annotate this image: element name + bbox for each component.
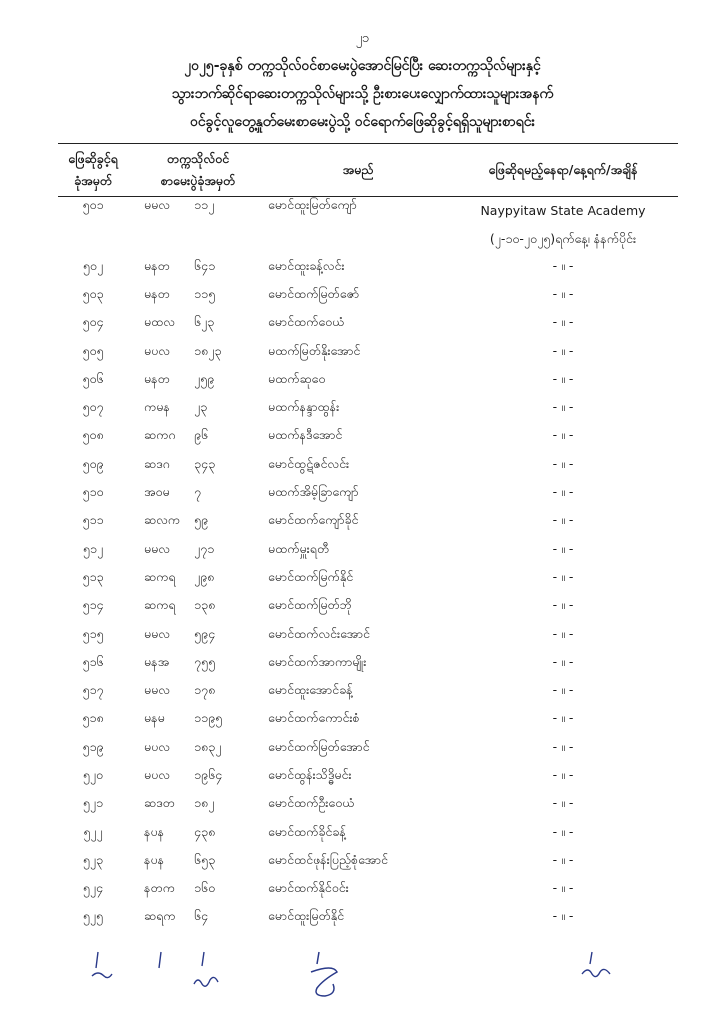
exam-location: - ။ -	[552, 370, 574, 386]
exam-number-value: ၅၉၄	[194, 625, 216, 641]
seat-number: ၅၂၅	[82, 908, 104, 924]
exam-number-value: ၁၁၅	[194, 285, 216, 301]
exam-number-prefix: မပလ	[144, 738, 170, 754]
seat-number: ၅၁၁	[82, 512, 104, 528]
seat-number: ၅၁၄	[82, 597, 104, 613]
table-row	[58, 621, 678, 649]
table-body	[58, 197, 678, 933]
exam-number-prefix: မနတ	[144, 370, 170, 386]
exam-number	[128, 847, 268, 875]
table-row	[58, 479, 678, 507]
seat-number: ၅၁၃	[82, 568, 104, 584]
location-venue: Naypyitaw State Academy	[480, 203, 646, 218]
exam-number	[128, 876, 268, 904]
header-exam-number-line2: စာမေးပွဲခုံအမှတ်	[160, 173, 236, 188]
seat-number: ၅၀၅	[82, 342, 104, 358]
seat-number: ၅၀၉	[82, 455, 104, 471]
candidate-name: မောင်ထူးမြတ်ကျော်	[268, 197, 357, 212]
candidate-name: မောင်ထက်လင်းအောင်	[268, 625, 370, 641]
exam-location: - ။ -	[552, 880, 574, 896]
exam-number-value: ၇	[194, 484, 202, 500]
candidate-name: မောင်ထွန်းသိဒ္ဓိမင်း	[268, 766, 352, 782]
candidate-name: မောင်ထူးမြတ်နိုင်	[268, 908, 345, 924]
exam-number-value: ၁၆၀	[194, 880, 216, 896]
exam-number-prefix: မပလ	[144, 342, 170, 358]
candidate-name: မောင်ထက်အာကာမျိုး	[268, 653, 367, 669]
candidate-name: မထက်နဒီအောင်	[268, 427, 343, 443]
table-row	[58, 791, 678, 819]
exam-number-prefix: မမလ	[144, 682, 171, 698]
exam-number	[128, 479, 268, 507]
candidate-name: မောင်ထက်ကျော်ခိုင်	[268, 512, 359, 528]
candidate-name: မောင်ထက်ခိုင်ခန့်	[268, 823, 346, 839]
exam-number-value: ၁၈၃၂	[194, 738, 222, 754]
table-row	[58, 253, 678, 281]
exam-location: - ။ -	[552, 399, 574, 415]
exam-number-prefix: မမလ	[144, 540, 171, 556]
exam-number-value: ၃၄၃	[194, 455, 216, 471]
exam-number-prefix: မထလ	[144, 314, 175, 330]
candidate-name: မောင်ထက်မြတ်ဇော်	[268, 285, 360, 301]
title-line-2: သွားဘက်ဆိုင်ရာဆေးတက္ကသိုလ်များသို့ ဦးစားပေးလျှောက်ထားသူများအနက်	[171, 86, 554, 102]
signature-row	[58, 950, 678, 1000]
candidate-name: မောင်ထူးခန့်လင်း	[268, 257, 345, 273]
candidate-name: မထက်အိမ့်ခြာကျော်	[268, 484, 359, 500]
candidate-name: မထက်မှူးရတီ	[268, 540, 330, 556]
exam-location: - ။ -	[552, 625, 574, 641]
exam-number	[128, 564, 268, 592]
header-seat-number-line2: ခုံအမှတ်	[74, 173, 112, 188]
header-seat-number	[58, 144, 128, 197]
exam-location: - ။ -	[552, 455, 574, 471]
exam-number-prefix: ဆဒတ	[144, 795, 175, 811]
table-row	[58, 338, 678, 366]
seat-number: ၅၀၆	[82, 370, 104, 386]
seat-number: ၅၀၁	[82, 197, 104, 212]
seat-number: ၅၁၇	[82, 682, 104, 698]
candidate-name: မောင်ထွဋ်ဇင်လင်း	[268, 455, 350, 471]
exam-number-value: ၇၅၅	[194, 653, 216, 669]
seat-number: ၅၀၃	[82, 285, 104, 301]
exam-location: - ။ -	[552, 257, 574, 273]
exam-number	[128, 706, 268, 734]
signature-initial-3	[190, 950, 224, 994]
exam-location: - ။ -	[552, 653, 574, 669]
exam-number-prefix: မနတ	[144, 285, 170, 301]
exam-number-value: ၉၆	[194, 427, 209, 443]
signature-initial-5	[578, 950, 618, 986]
exam-number-prefix: ဆဒဂ	[144, 455, 170, 471]
table-row	[58, 706, 678, 734]
title-line-3: ဝင်ခွင့်လူတွေ့နှုတ်မေးစာမေးပွဲသို့ ဝင်ရောက်ဖြေဆိုခွင့်ရရှိသူများစာရင်း	[189, 114, 536, 130]
exam-location: - ။ -	[552, 738, 574, 754]
header-location: ဖြေဆိုရမည့်နေရာ/နေ့ရက်/အချိန်	[448, 144, 678, 197]
exam-number	[128, 734, 268, 762]
seat-number: ၅၁၂	[82, 540, 104, 556]
exam-number-prefix: အဝမ	[144, 484, 170, 500]
exam-location: - ။ -	[552, 568, 574, 584]
exam-number-prefix: ဆကရ	[144, 568, 176, 584]
exam-number	[128, 253, 268, 281]
header-exam-number	[128, 144, 268, 197]
table-row	[58, 281, 678, 309]
table-row	[58, 762, 678, 790]
exam-number-prefix: မနအ	[144, 653, 170, 669]
exam-number-value: ၁၃၈	[194, 597, 216, 613]
exam-number	[128, 536, 268, 564]
title-line-1: ၂၀၂၅-ခုနှစ် တက္ကသိုလ်ဝင်စာမေးပွဲအောင်မြင်ပြီး ဆေးတက္ကသိုလ်များနှင့်	[184, 58, 541, 74]
exam-number-prefix: မမလ	[144, 197, 171, 212]
exam-number-value: ၄၃၈	[194, 823, 216, 839]
document-title	[0, 52, 725, 136]
seat-number: ၅၂၃	[82, 851, 104, 867]
table-row	[58, 819, 678, 847]
exam-number-prefix: မနမ	[144, 710, 165, 726]
exam-number	[128, 451, 268, 479]
exam-location: - ။ -	[552, 766, 574, 782]
exam-number-value: ၁၇၈	[194, 682, 216, 698]
seat-number: ၅၁၀	[82, 484, 104, 500]
page-number: ၂၁	[355, 31, 370, 46]
candidate-name: မောင်ထက်နိုင်ဝင်း	[268, 880, 349, 896]
exam-number	[128, 423, 268, 451]
exam-location: - ။ -	[552, 851, 574, 867]
table-row	[58, 564, 678, 592]
exam-number-prefix: ဆလက	[144, 512, 181, 528]
exam-number	[128, 819, 268, 847]
exam-number	[128, 281, 268, 309]
exam-number	[128, 762, 268, 790]
exam-number-prefix: ကမန	[144, 399, 170, 415]
table-row	[58, 394, 678, 422]
header-seat-number-line1: ဖြေဆိုခွင့်ရ	[68, 151, 118, 166]
seat-number: ၅၁၉	[82, 738, 104, 754]
exam-number-value: ၆၅၃	[194, 851, 216, 867]
exam-number	[128, 621, 268, 649]
table-row	[58, 649, 678, 677]
table-row	[58, 876, 678, 904]
candidate-name: မောင်ထူးအောင်ခန့်	[268, 682, 353, 698]
exam-number	[128, 593, 268, 621]
table-row	[58, 197, 678, 254]
exam-number-prefix: ဆကရ	[144, 597, 176, 613]
exam-location: - ။ -	[552, 342, 574, 358]
candidate-name: မထက်မြတ်နိုးအောင်	[268, 342, 361, 358]
candidate-name: မောင်ထက်ဝေယံ	[268, 314, 345, 330]
table-row	[58, 847, 678, 875]
exam-number-prefix: မပလ	[144, 766, 170, 782]
seat-number: ၅၁၆	[82, 653, 104, 669]
exam-number	[128, 791, 268, 819]
table-row	[58, 593, 678, 621]
exam-number-value: ၂၇၁	[194, 540, 215, 556]
location-datetime: (၂-၁၀-၂၀၂၅)ရက်နေ့၊ နံနက်ပိုင်း	[489, 231, 637, 246]
exam-number	[128, 649, 268, 677]
seat-number: ၅၁၈	[82, 710, 104, 726]
candidate-name: မောင်ထက်ကောင်းစံ	[268, 710, 360, 726]
table-row	[58, 536, 678, 564]
table-header-row	[58, 144, 678, 197]
signature-initial-4	[303, 950, 349, 1000]
exam-number	[128, 310, 268, 338]
exam-location: - ။ -	[552, 512, 574, 528]
seat-number: ၅၀၈	[82, 427, 104, 443]
candidate-name: မောင်ထက်မြတ်ဘို	[268, 597, 352, 613]
exam-number-value: ၂၅၉	[194, 370, 215, 386]
exam-location: - ။ -	[552, 540, 574, 556]
exam-number	[128, 197, 268, 254]
table-row	[58, 423, 678, 451]
exam-location: - ။ -	[552, 823, 574, 839]
exam-number	[128, 677, 268, 705]
header-name: အမည်	[268, 144, 448, 197]
exam-number-value: ၆၂၃	[194, 314, 215, 330]
exam-number-value: ၆၄	[194, 908, 209, 924]
exam-number-prefix: မမလ	[144, 625, 171, 641]
exam-number	[128, 366, 268, 394]
seat-number: ၅၁၅	[82, 625, 104, 641]
candidate-name: မောင်ထက်မြက်နိုင်	[268, 568, 354, 584]
header-exam-number-line1: တက္ကသိုလ်ဝင်	[166, 151, 230, 166]
exam-location	[448, 197, 678, 254]
exam-location: - ။ -	[552, 484, 574, 500]
exam-number	[128, 904, 268, 932]
candidate-name: မောင်ထက်ဦးဝေယံ	[268, 795, 355, 811]
exam-number-prefix: မနတ	[144, 257, 170, 273]
seat-number: ၅၂၀	[82, 766, 104, 782]
exam-number-prefix: နပန	[144, 851, 165, 867]
exam-number-prefix: ဆကဂ	[144, 427, 176, 443]
exam-number	[128, 394, 268, 422]
exam-location: - ။ -	[552, 682, 574, 698]
exam-number	[128, 338, 268, 366]
exam-location: - ။ -	[552, 597, 574, 613]
signature-initial-2	[150, 950, 170, 980]
exam-location: - ။ -	[552, 908, 574, 924]
candidate-name: မောင်ထင်ဖုန်းပြည့်စုံအောင်	[268, 851, 388, 867]
seat-number: ၅၂၂	[83, 823, 103, 839]
exam-number-value: ၂၉၈	[194, 568, 215, 584]
exam-number-value: ၁၁၂	[194, 197, 215, 212]
seat-number: ၅၀၄	[82, 314, 104, 330]
exam-number-value: ၆၄၁	[194, 257, 216, 273]
candidate-name: မောင်ထက်မြတ်အောင်	[268, 738, 370, 754]
exam-number-prefix: ဆရက	[144, 908, 176, 924]
candidate-name: မထက်ဆုဝေ	[268, 370, 326, 386]
exam-location: - ။ -	[552, 285, 574, 301]
seat-number: ၅၂၁	[82, 795, 104, 811]
results-table	[58, 143, 678, 932]
exam-location: - ။ -	[552, 314, 574, 330]
signature-initial-1	[86, 950, 116, 984]
table-row	[58, 508, 678, 536]
exam-number-value: ၁၈၂	[194, 795, 215, 811]
seat-number: ၅၂၄	[82, 880, 104, 896]
table-row	[58, 677, 678, 705]
table-row	[58, 366, 678, 394]
exam-number-value: ၅၉	[194, 512, 209, 528]
table-row	[58, 451, 678, 479]
exam-number-prefix: နတက	[144, 880, 175, 896]
table-row	[58, 310, 678, 338]
exam-location: - ။ -	[552, 795, 574, 811]
exam-number-value: ၁၉၆၄	[194, 766, 223, 782]
candidate-name: မထက်နန္ဒာထွန်း	[268, 399, 340, 415]
exam-location: - ။ -	[552, 710, 574, 726]
table-row	[58, 734, 678, 762]
exam-number-value: ၁၈၂၃	[194, 342, 222, 358]
exam-number-value: ၁၁၉၅	[194, 710, 223, 726]
table-row	[58, 904, 678, 932]
exam-number	[128, 508, 268, 536]
exam-number-value: ၂၃	[194, 399, 208, 415]
exam-number-prefix: နပန	[144, 823, 165, 839]
seat-number: ၅၀၇	[82, 399, 104, 415]
seat-number: ၅၀၂	[82, 257, 104, 273]
exam-location: - ။ -	[552, 427, 574, 443]
